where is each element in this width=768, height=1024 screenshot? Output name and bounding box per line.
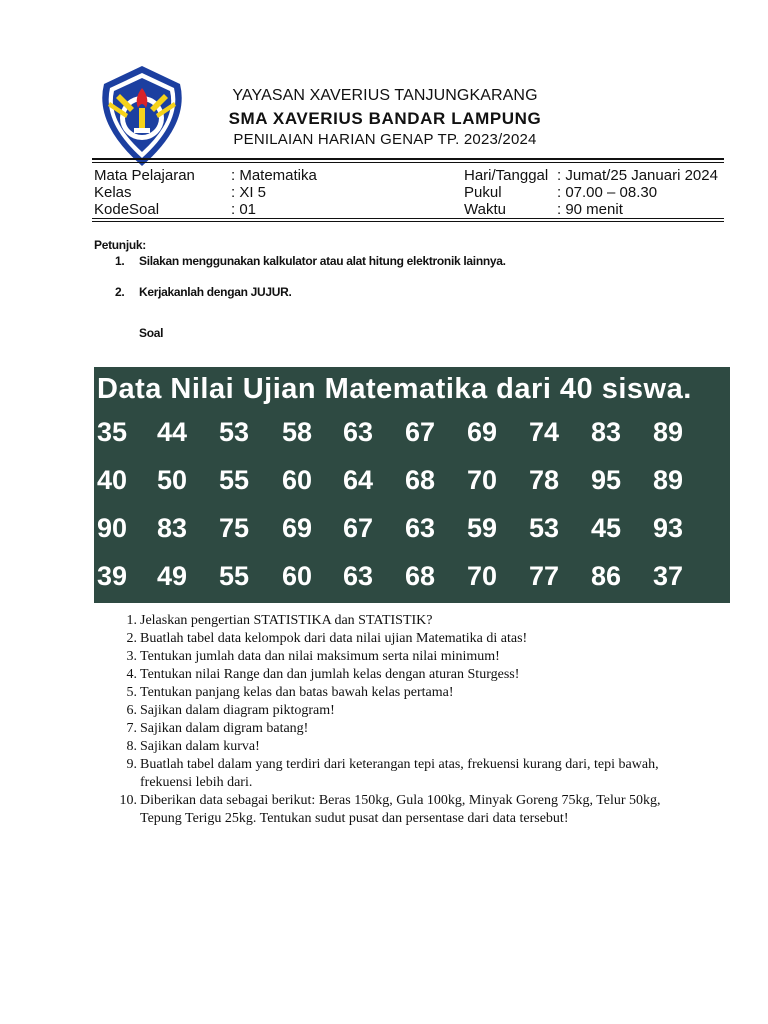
board-value: 55 xyxy=(219,465,250,495)
board-value: 74 xyxy=(529,417,560,447)
duration-value: : 90 menit xyxy=(557,201,623,218)
board-value: 69 xyxy=(282,513,313,543)
exam-title: PENILAIAN HARIAN GENAP TP. 2023/2024 xyxy=(233,131,537,148)
question-item xyxy=(115,792,675,828)
board-value: 53 xyxy=(529,513,560,543)
question-item xyxy=(115,738,675,756)
board-value: 40 xyxy=(97,465,128,495)
question-list xyxy=(115,612,675,828)
board-value: 49 xyxy=(157,561,188,591)
code-label: KodeSoal xyxy=(94,201,160,218)
board-value: 95 xyxy=(591,465,622,495)
question-number: 5. xyxy=(126,685,137,700)
class-value: : XI 5 xyxy=(231,184,267,201)
board-value: 83 xyxy=(591,417,622,447)
board-row xyxy=(94,417,730,465)
board-value: 89 xyxy=(653,465,684,495)
question-text: Tentukan jumlah data dan nilai maksimum serta nilai minimum! xyxy=(140,649,500,664)
board-value: 53 xyxy=(219,417,250,447)
question-text: Jelaskan pengertian STATISTIKA dan STATISTIK? xyxy=(140,613,433,628)
board-value: 70 xyxy=(467,465,498,495)
board-value: 58 xyxy=(282,417,313,447)
instruction-text: Kerjakanlah dengan JUJUR. xyxy=(139,285,292,299)
board-value: 60 xyxy=(282,561,313,591)
date-label: Hari/Tanggal xyxy=(464,167,549,184)
board-value: 63 xyxy=(343,561,374,591)
instruction-text: Silakan menggunakan kalkulator atau alat hitung elektronik lainnya. xyxy=(139,254,506,268)
board-value: 89 xyxy=(653,417,684,447)
board-value: 90 xyxy=(97,513,128,543)
board-value: 68 xyxy=(405,561,436,591)
instruction-number: 1. xyxy=(115,254,125,268)
board-value: 63 xyxy=(343,417,374,447)
question-text: Sajikan dalam digram batang! xyxy=(140,721,309,736)
board-row xyxy=(94,465,730,513)
question-number: 10. xyxy=(119,793,137,808)
instructions-title: Petunjuk: xyxy=(94,238,146,252)
subject-value: : Matematika xyxy=(231,167,317,184)
date-value: : Jumat/25 Januari 2024 xyxy=(557,167,718,184)
class-label: Kelas xyxy=(94,184,132,201)
board-value: 67 xyxy=(405,417,436,447)
board-row xyxy=(94,561,730,609)
soal-heading: Soal xyxy=(139,326,164,340)
board-value: 75 xyxy=(219,513,250,543)
question-number: 6. xyxy=(126,703,137,718)
time-value: : 07.00 – 08.30 xyxy=(557,184,658,201)
duration-label: Waktu xyxy=(464,201,506,218)
board-value: 55 xyxy=(219,561,250,591)
school-logo xyxy=(90,64,194,168)
question-item xyxy=(115,630,675,648)
question-text: Tentukan panjang kelas dan batas bawah kelas pertama! xyxy=(140,685,454,700)
school-name: SMA XAVERIUS BANDAR LAMPUNG xyxy=(228,109,542,128)
question-text: Buatlah tabel dalam yang terdiri dari keterangan tepi atas, frekuensi kurang dari, tepi bawah, frekuensi lebih dari. xyxy=(140,757,659,790)
question-item xyxy=(115,684,675,702)
board-value: 70 xyxy=(467,561,498,591)
question-item xyxy=(115,702,675,720)
question-text: Diberikan data sebagai berikut: Beras 150kg, Gula 100kg, Minyak Goreng 75kg, Telur 50kg, Tepung Terigu 25kg. Tentukan sudut pusat dan persentase dari data tersebut! xyxy=(140,793,661,826)
question-item xyxy=(115,666,675,684)
board-value: 50 xyxy=(157,465,188,495)
question-number: 9. xyxy=(126,757,137,772)
board-value: 78 xyxy=(529,465,560,495)
board-value: 35 xyxy=(97,417,128,447)
board-value: 59 xyxy=(467,513,498,543)
question-text: Sajikan dalam kurva! xyxy=(140,739,260,754)
instruction-item xyxy=(115,285,635,301)
board-value: 77 xyxy=(529,561,560,591)
question-text: Tentukan nilai Range dan dan jumlah kelas dengan aturan Sturgess! xyxy=(140,667,520,682)
board-title: Data Nilai Ujian Matematika dari 40 siswa. xyxy=(97,373,692,405)
info-rule-top xyxy=(92,218,724,219)
question-text: Sajikan dalam diagram piktogram! xyxy=(140,703,335,718)
instruction-item xyxy=(115,254,635,270)
board-value: 44 xyxy=(157,417,188,447)
board-row xyxy=(94,513,730,561)
time-label: Pukul xyxy=(464,184,502,201)
question-item xyxy=(115,720,675,738)
board-value: 63 xyxy=(405,513,436,543)
question-text: Buatlah tabel data kelompok dari data nilai ujian Matematika di atas! xyxy=(140,631,528,646)
info-rule-bottom xyxy=(92,221,724,222)
header-rule-bottom xyxy=(92,162,724,163)
data-board xyxy=(94,367,730,603)
board-value: 39 xyxy=(97,561,128,591)
question-number: 7. xyxy=(126,721,137,736)
question-number: 3. xyxy=(126,649,137,664)
question-item xyxy=(115,756,675,792)
board-value: 69 xyxy=(467,417,498,447)
header-rule-top xyxy=(92,158,724,160)
board-grid xyxy=(94,417,730,609)
foundation-name: YAYASAN XAVERIUS TANJUNGKARANG xyxy=(232,87,538,104)
question-number: 2. xyxy=(126,631,137,646)
board-value: 68 xyxy=(405,465,436,495)
board-value: 83 xyxy=(157,513,188,543)
question-item xyxy=(115,648,675,666)
question-number: 1. xyxy=(126,613,137,628)
board-value: 45 xyxy=(591,513,622,543)
board-value: 60 xyxy=(282,465,313,495)
code-value: : 01 xyxy=(231,201,257,218)
instruction-number: 2. xyxy=(115,285,125,299)
board-value: 93 xyxy=(653,513,684,543)
board-value: 86 xyxy=(591,561,622,591)
board-value: 67 xyxy=(343,513,374,543)
board-value: 64 xyxy=(343,465,374,495)
question-item xyxy=(115,612,675,630)
board-value: 37 xyxy=(653,561,684,591)
question-number: 8. xyxy=(126,739,137,754)
subject-label: Mata Pelajaran xyxy=(94,167,195,184)
question-number: 4. xyxy=(126,667,137,682)
